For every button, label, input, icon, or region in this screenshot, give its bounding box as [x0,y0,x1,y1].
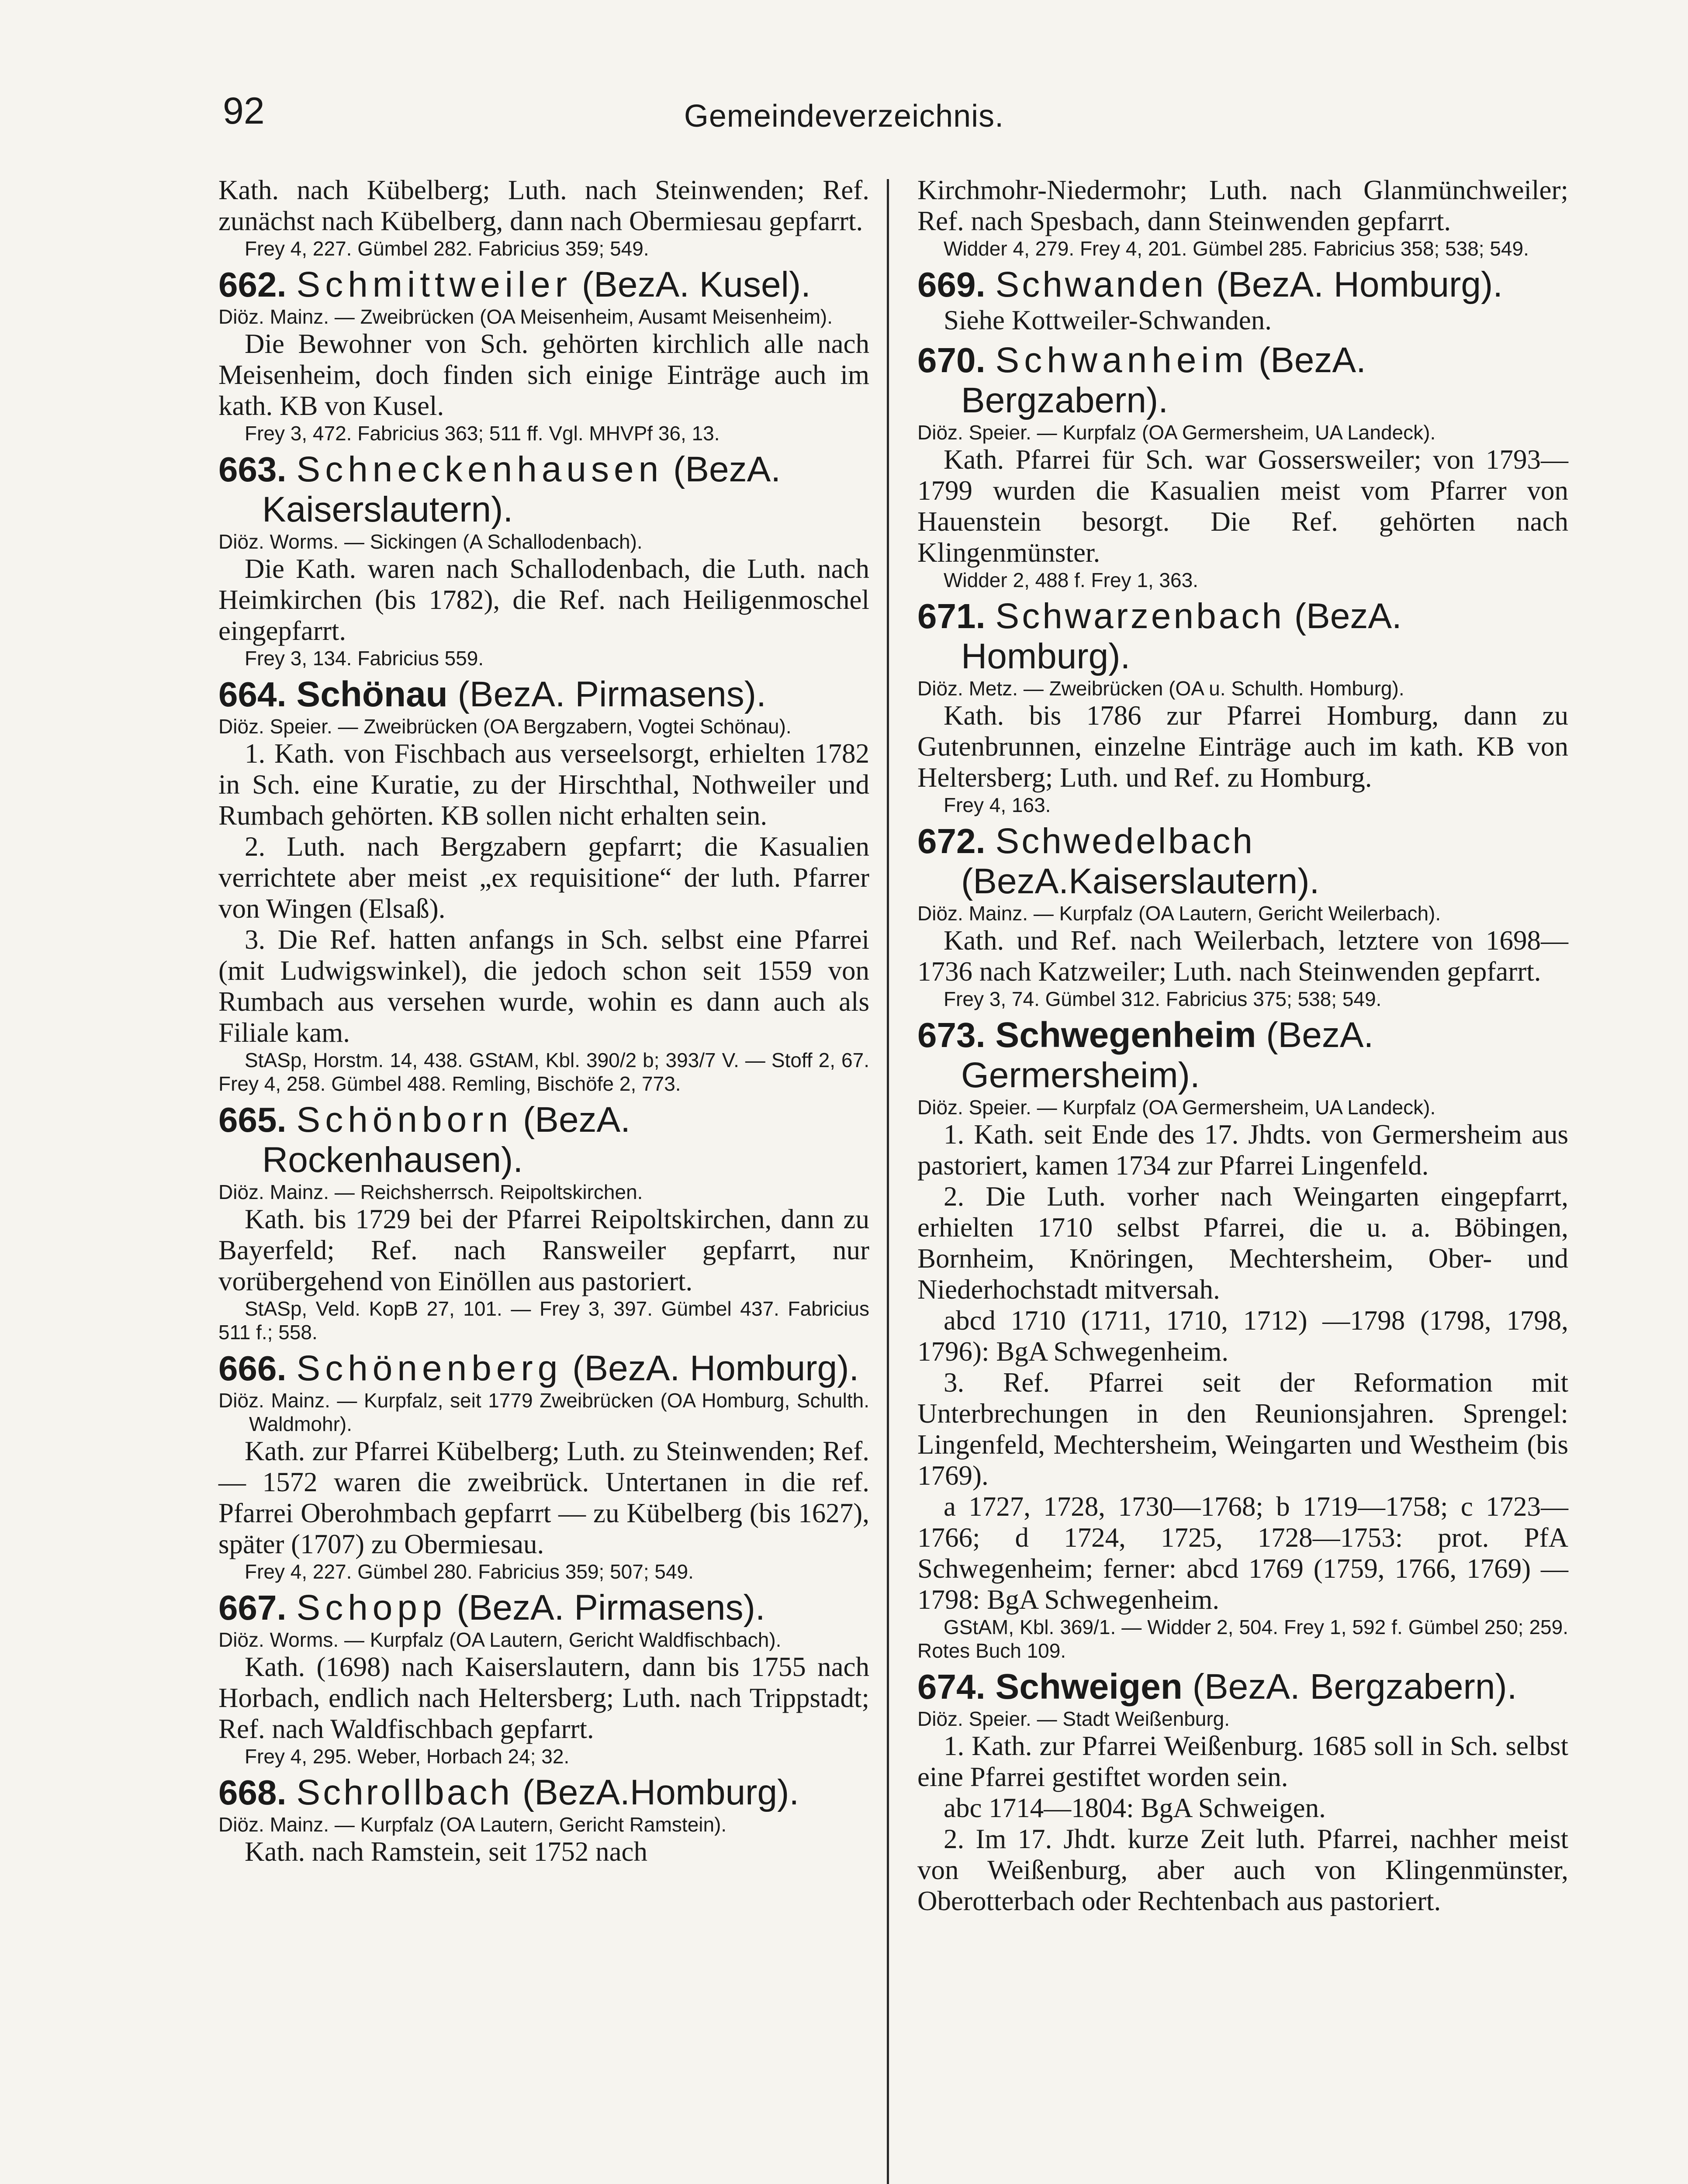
entry-number: 670. [917,341,986,380]
entry-text: Die Bewohner von Sch. gehörten kirchlich alle nach Meisenheim, doch finden sich einige Einträge auch im kath. KB von Kusel. [218,328,869,421]
entry-670 [917,340,1568,592]
entry-name: Schopp [296,1588,447,1628]
entry-references: Frey 4, 295. Weber, Horbach 24; 32. [245,1745,570,1768]
diocese-note: Diöz. Worms. — Kurpfalz (OA Lautern, Gericht Waldfischbach). [218,1628,782,1651]
page-number: 92 [223,90,265,132]
entry-references: StASp, Horstm. 14, 438. GStAM, Kbl. 390/2 b; 393/7 V. — Stoff 2, 67. Frey 4, 258. Gümbel 488. Remling, Bischöfe 2, 773. [218,1049,869,1095]
entry-text: Kath. und Ref. nach Weilerbach, letztere von 1698—1736 nach Katzweiler; Luth. nach Steinwenden gepfarrt. [917,925,1568,987]
entry-text: Kath. bis 1786 zur Pfarrei Homburg, dann zu Gutenbrunnen, einzelne Einträge auch im kath. KB von Heltersberg; Luth. und Ref. zu Homburg. [917,700,1568,793]
entry-region: (BezA. Homburg). [1216,265,1503,304]
entry-continued [218,175,869,260]
entry-paragraph-1: 1. Kath. seit Ende des 17. Jhdts. von Germersheim aus pastoriert, kamen 1734 zur Pfarrei Lingenfeld. [917,1119,1568,1181]
entry-name: Schweigen [995,1667,1183,1707]
entry-number: 671. [917,597,986,636]
diocese-note: Diöz. Worms. — Sickingen (A Schallodenbach). [218,530,643,553]
entry-heading [917,265,1568,305]
entry-region: (BezA. Pirmasens). [457,674,766,714]
entry-name: Schwegenheim [995,1015,1256,1055]
diocese-note: Diöz. Speier. — Stadt Weißenburg. [917,1707,1230,1730]
entry-references: Frey 4, 227. Gümbel 280. Fabricius 359; 507; 549. [245,1560,694,1583]
entry-heading [917,596,1568,677]
entry-number: 662. [218,265,287,304]
entry-text: Kath. Pfarrei für Sch. war Gossersweiler; von 1793—1799 wurden die Kasualien meist vom Pfarrer von Hauenstein besorgt. Die Ref. gehörten nach Klingenmünster. [917,444,1568,568]
entry-heading [917,340,1568,421]
entry-name: Schönenberg [296,1348,563,1388]
entry-669 [917,265,1568,336]
diocese-note: Diöz. Mainz. — Kurpfalz, seit 1779 Zweibrücken (OA Homburg, Schulth. Waldmohr). [218,1389,869,1435]
running-head: Gemeindeverzeichnis. [684,99,1004,134]
entry-region: (BezA. Homburg). [961,596,1402,676]
entry-heading [917,1015,1568,1095]
entry-name: Schrollbach [296,1773,512,1812]
entry-number: 669. [917,265,986,304]
entry-name: Schwedelbach [995,821,1255,861]
entry-668 [218,1773,869,1867]
entry-records-catholic: abc 1714—1804: BgA Schweigen. [944,1793,1326,1823]
entry-region: (BezA.Kaiserslautern). [961,861,1320,901]
diocese-note: Diöz. Metz. — Zweibrücken (OA u. Schulth. Homburg). [917,677,1404,700]
diocese-note: Diöz. Mainz. — Reichsherrsch. Reipoltskirchen. [218,1181,643,1203]
entry-text: Siehe Kottweiler-Schwanden. [944,305,1272,335]
entry-references: Widder 4, 279. Frey 4, 201. Gümbel 285. Fabricius 358; 538; 549. [944,237,1529,260]
entry-paragraph-1: 1. Kath. zur Pfarrei Weißenburg. 1685 soll in Sch. selbst eine Pfarrei gestiftet worden sein. [917,1731,1568,1792]
entry-heading [218,1100,869,1180]
diocese-note: Diöz. Mainz. — Kurpfalz (OA Lautern, Gericht Weilerbach). [917,902,1441,925]
entry-671 [917,596,1568,817]
entry-paragraph-2: 2. Luth. nach Bergzabern gepfarrt; die Kasualien verrichtete aber meist „ex requisitione“ der luth. Pfarrer von Wingen (Elsaß). [218,831,869,924]
entry-number: 663. [218,450,287,489]
entry-paragraph-3: 3. Ref. Pfarrei seit der Reformation mit Unterbrechungen in den Reunionsjahren. Sprengel: Lingenfeld, Mechtersheim, Weingarten und Westheim (bis 1769). [917,1367,1568,1491]
entry-number: 672. [917,822,986,860]
entry-667 [218,1588,869,1768]
entry-references: Widder 2, 488 f. Frey 1, 363. [944,569,1198,591]
entry-text: Kath. nach Kübelberg; Luth. nach Steinwenden; Ref. zunächst nach Kübelberg, dann nach Obermiesau gepfarrt. [218,175,869,236]
entry-text: Kath. bis 1729 bei der Pfarrei Reipoltskirchen, dann zu Bayerfeld; Ref. nach Ransweiler gepfarrt, nur vorübergehend von Einöllen aus pastoriert. [218,1204,869,1296]
entry-region: (BezA. Homburg). [572,1348,859,1388]
entry-text: Kath. nach Ramstein, seit 1752 nach [245,1836,648,1867]
entry-paragraph-2: 2. Im 17. Jhdt. kurze Zeit luth. Pfarrei, nachher meist von Weißenburg, aber auch von Klingenmünster, Oberotterbach oder Rechtenbach aus pastoriert. [917,1824,1568,1916]
entry-number: 667. [218,1588,287,1627]
entry-references: Frey 4, 227. Gümbel 282. Fabricius 359; 549. [245,237,649,260]
entry-text: Kirchmohr-Niedermohr; Luth. nach Glanmünchweiler; Ref. nach Spesbach, dann Steinwenden gepfarrt. [917,175,1568,236]
entry-region: (BezA.Homburg). [522,1773,799,1812]
entry-number: 668. [218,1773,287,1812]
diocese-note: Diöz. Speier. — Kurpfalz (OA Germersheim, UA Landeck). [917,421,1436,444]
entry-text: Kath. (1698) nach Kaiserslautern, dann bis 1755 nach Horbach, endlich nach Heltersberg; Luth. nach Trippstadt; Ref. nach Waldfischbach gepfarrt. [218,1652,869,1744]
entry-name: Schwanheim [995,340,1249,380]
entry-674 [917,1667,1568,1917]
entry-number: 666. [218,1349,287,1388]
column-divider [887,179,889,2184]
entry-number: 673. [917,1016,986,1054]
entry-662 [218,265,869,445]
entry-records-reformed: a 1727, 1728, 1730—1768; b 1719—1758; c 1723—1766; d 1724, 1725, 1728—1753: prot. PfA Schwegenheim; ferner: abcd 1769 (1759, 1766, 1769) —1798: BgA Schwegenheim. [917,1491,1568,1615]
entry-references: Frey 4, 163. [944,794,1051,816]
entry-666 [218,1348,869,1583]
entry-references: GStAM, Kbl. 369/1. — Widder 2, 504. Frey 1, 592 f. Gümbel 250; 259. Rotes Buch 109. [917,1616,1568,1662]
entry-references: Frey 3, 472. Fabricius 363; 511 ff. Vgl. MHVPf 36, 13. [245,422,720,445]
entry-name: Schwarzenbach [995,596,1284,636]
entry-paragraph-2: 2. Die Luth. vorher nach Weingarten eingepfarrt, erhielten 1710 selbst Pfarrei, die u. a. Böbingen, Bornheim, Knöringen, Mechtersheim, Ober- und Niederhochstadt mitversah. [917,1181,1568,1305]
entry-665 [218,1100,869,1344]
diocese-note: Diöz. Speier. — Zweibrücken (OA Bergzabern, Vogtei Schönau). [218,715,792,738]
entry-name: Schönau [296,674,448,714]
entry-number: 674. [917,1667,986,1706]
entry-region: (BezA. Bergzabern). [1192,1667,1517,1707]
entry-heading [917,821,1568,902]
entry-name: Schönborn [296,1100,513,1140]
entry-heading [218,1588,869,1628]
entry-region: (BezA. Rockenhausen). [262,1100,631,1180]
entry-672 [917,821,1568,1011]
entry-heading [218,1348,869,1389]
entry-name: Schneckenhausen [296,449,664,489]
entry-673 [917,1015,1568,1662]
entry-region: (BezA. Bergzabern). [961,340,1366,420]
entry-number: 664. [218,675,287,714]
entry-number: 665. [218,1100,287,1139]
entry-paragraph-3: 3. Die Ref. hatten anfangs in Sch. selbst eine Pfarrei (mit Ludwigswinkel), die jedoch schon seit 1559 von Rumbach aus versehen wurde, wohin es dann auch als Filiale kam. [218,924,869,1048]
diocese-note: Diöz. Mainz. — Zweibrücken (OA Meisenheim, Ausamt Meisenheim). [218,305,833,328]
entry-references: Frey 3, 74. Gümbel 312. Fabricius 375; 538; 549. [944,988,1382,1010]
entry-paragraph-1: 1. Kath. von Fischbach aus verseelsorgt, erhielten 1782 in Sch. eine Kuratie, zu der Hirschthal, Nothweiler und Rumbach gehörten. KB sollen nicht erhalten sein. [218,738,869,831]
entry-region: (BezA. Germersheim). [961,1015,1374,1095]
entry-663 [218,449,869,670]
entry-heading [218,265,869,305]
left-column [218,175,869,1872]
entry-region: (BezA. Pirmasens). [457,1588,765,1628]
entry-name: Schmittweiler [296,265,572,304]
right-column [917,175,1568,1921]
entry-heading [218,1773,869,1813]
entry-records-lutheran: abcd 1710 (1711, 1710, 1712) —1798 (1798, 1798, 1796): BgA Schwegenheim. [917,1305,1568,1367]
entry-heading [917,1667,1568,1707]
entry-664 [218,674,869,1095]
entry-region: (BezA. Kaiserslautern). [262,449,781,529]
entry-references: StASp, Veld. KopB 27, 101. — Frey 3, 397. Gümbel 437. Fabricius 511 f.; 558. [218,1297,869,1344]
entry-text: Kath. zur Pfarrei Kübelberg; Luth. zu Steinwenden; Ref. — 1572 waren die zweibrück. Untertanen in die ref. Pfarrei Oberohmbach gepfarrt — zu Kübelberg (bis 1627), später (1707) zu Obermiesau. [218,1436,869,1559]
entry-text: Die Kath. waren nach Schallodenbach, die Luth. nach Heimkirchen (bis 1782), die Ref. nach Heiligenmoschel eingepfarrt. [218,553,869,646]
entry-name: Schwanden [995,265,1207,304]
entry-references: Frey 3, 134. Fabricius 559. [245,647,484,670]
diocese-note: Diöz. Mainz. — Kurpfalz (OA Lautern, Gericht Ramstein). [218,1813,727,1836]
entry-heading [218,674,869,715]
diocese-note: Diöz. Speier. — Kurpfalz (OA Germersheim, UA Landeck). [917,1096,1436,1119]
entry-heading [218,449,869,530]
entry-continued [917,175,1568,260]
entry-region: (BezA. Kusel). [581,265,811,304]
